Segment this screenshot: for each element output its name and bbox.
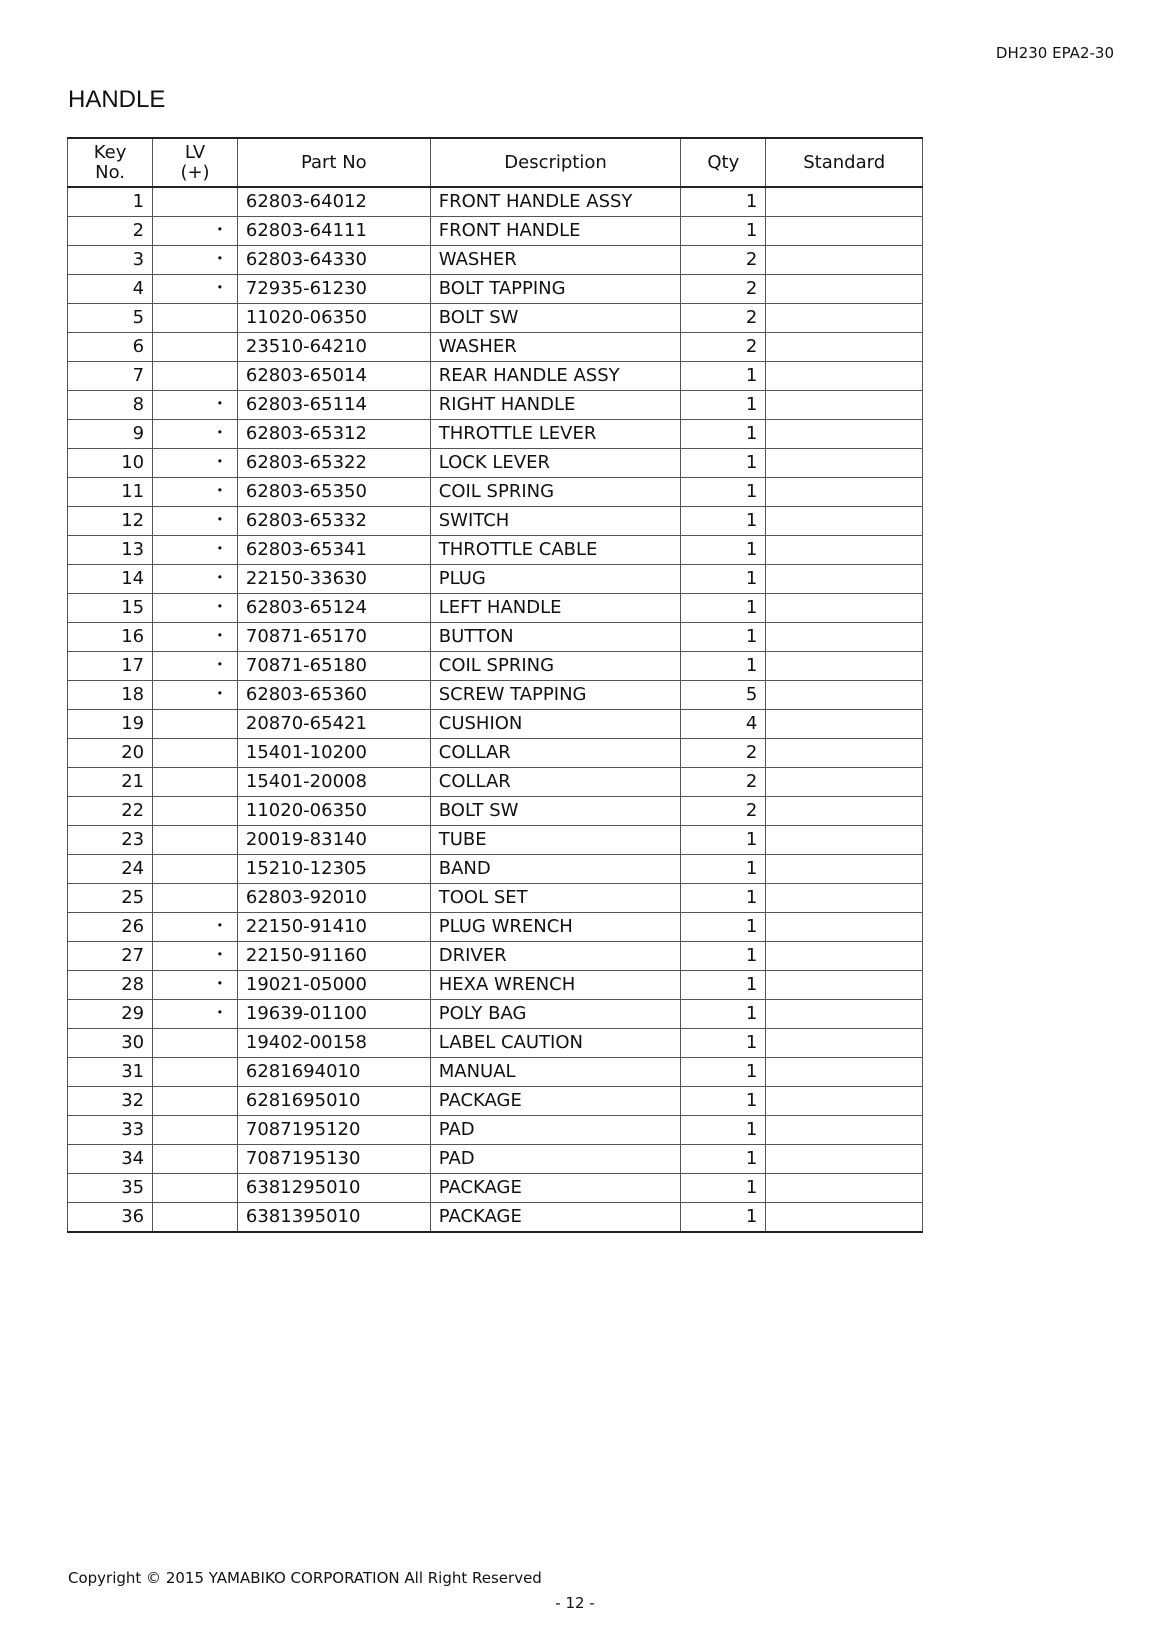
cell-part-no: 62803-65332	[237, 507, 430, 536]
cell-description: THROTTLE LEVER	[430, 420, 681, 449]
cell-description: CUSHION	[430, 710, 681, 739]
cell-standard	[766, 797, 923, 826]
cell-description: TUBE	[430, 826, 681, 855]
table-row	[68, 1203, 923, 1233]
cell-standard	[766, 536, 923, 565]
cell-qty: 1	[681, 623, 766, 652]
cell-standard	[766, 1029, 923, 1058]
cell-lv	[153, 1029, 238, 1058]
cell-lv	[153, 826, 238, 855]
column-header-lv	[153, 138, 238, 187]
cell-key-no: 1	[68, 187, 153, 217]
cell-qty: 2	[681, 739, 766, 768]
cell-description: COLLAR	[430, 768, 681, 797]
cell-standard	[766, 710, 923, 739]
cell-standard	[766, 420, 923, 449]
cell-standard	[766, 1116, 923, 1145]
cell-key-no: 2	[68, 217, 153, 246]
cell-standard	[766, 1174, 923, 1203]
cell-qty: 4	[681, 710, 766, 739]
cell-key-no: 15	[68, 594, 153, 623]
cell-lv	[153, 739, 238, 768]
cell-key-no: 9	[68, 420, 153, 449]
cell-standard	[766, 507, 923, 536]
cell-lv: ・	[153, 217, 238, 246]
cell-description: PLUG WRENCH	[430, 913, 681, 942]
cell-qty: 1	[681, 391, 766, 420]
cell-lv: ・	[153, 913, 238, 942]
cell-lv: ・	[153, 623, 238, 652]
cell-lv	[153, 710, 238, 739]
cell-key-no: 6	[68, 333, 153, 362]
cell-lv	[153, 187, 238, 217]
table-row	[68, 391, 923, 420]
cell-part-no: 7087195130	[237, 1145, 430, 1174]
cell-key-no: 3	[68, 246, 153, 275]
cell-part-no: 22150-91160	[237, 942, 430, 971]
cell-key-no: 18	[68, 681, 153, 710]
column-header-lv-line1: LV	[184, 141, 206, 163]
cell-part-no: 62803-65312	[237, 420, 430, 449]
cell-part-no: 15401-10200	[237, 739, 430, 768]
cell-lv: ・	[153, 942, 238, 971]
cell-qty: 1	[681, 536, 766, 565]
cell-standard	[766, 652, 923, 681]
column-header-lv-line2: (+)	[180, 161, 210, 183]
cell-description: FRONT HANDLE	[430, 217, 681, 246]
cell-description: COIL SPRING	[430, 652, 681, 681]
cell-standard	[766, 478, 923, 507]
cell-qty: 1	[681, 362, 766, 391]
cell-qty: 1	[681, 1203, 766, 1233]
table-row	[68, 1145, 923, 1174]
table-row	[68, 1000, 923, 1029]
table-row	[68, 826, 923, 855]
table-row	[68, 971, 923, 1000]
table-header-row	[68, 138, 923, 187]
cell-part-no: 62803-64330	[237, 246, 430, 275]
cell-qty: 1	[681, 1174, 766, 1203]
cell-lv	[153, 333, 238, 362]
table-row	[68, 739, 923, 768]
cell-key-no: 35	[68, 1174, 153, 1203]
table-row	[68, 1058, 923, 1087]
cell-description: BOLT SW	[430, 304, 681, 333]
cell-description: BUTTON	[430, 623, 681, 652]
cell-standard	[766, 594, 923, 623]
section-title: HANDLE	[68, 86, 166, 113]
cell-description: SWITCH	[430, 507, 681, 536]
cell-lv	[153, 797, 238, 826]
table-row	[68, 913, 923, 942]
cell-standard	[766, 739, 923, 768]
cell-key-no: 34	[68, 1145, 153, 1174]
cell-key-no: 4	[68, 275, 153, 304]
table-row	[68, 536, 923, 565]
cell-lv: ・	[153, 507, 238, 536]
cell-standard	[766, 304, 923, 333]
cell-part-no: 19639-01100	[237, 1000, 430, 1029]
table-row	[68, 304, 923, 333]
cell-part-no: 72935-61230	[237, 275, 430, 304]
cell-description: MANUAL	[430, 1058, 681, 1087]
cell-key-no: 17	[68, 652, 153, 681]
cell-standard	[766, 1087, 923, 1116]
cell-description: PACKAGE	[430, 1174, 681, 1203]
cell-key-no: 32	[68, 1087, 153, 1116]
cell-qty: 1	[681, 217, 766, 246]
cell-standard	[766, 565, 923, 594]
cell-qty: 1	[681, 855, 766, 884]
cell-standard	[766, 971, 923, 1000]
cell-part-no: 62803-64111	[237, 217, 430, 246]
cell-standard	[766, 768, 923, 797]
cell-key-no: 13	[68, 536, 153, 565]
cell-description: WASHER	[430, 246, 681, 275]
cell-qty: 2	[681, 797, 766, 826]
column-header-qty: Qty	[681, 138, 766, 187]
table-row	[68, 217, 923, 246]
cell-lv: ・	[153, 478, 238, 507]
cell-lv	[153, 884, 238, 913]
cell-lv: ・	[153, 652, 238, 681]
cell-key-no: 33	[68, 1116, 153, 1145]
table-row	[68, 449, 923, 478]
cell-part-no: 62803-65014	[237, 362, 430, 391]
cell-part-no: 20019-83140	[237, 826, 430, 855]
cell-standard	[766, 681, 923, 710]
cell-lv	[153, 1145, 238, 1174]
cell-qty: 1	[681, 1000, 766, 1029]
cell-lv	[153, 362, 238, 391]
page-number: - 12 -	[555, 1594, 595, 1612]
cell-description: COIL SPRING	[430, 478, 681, 507]
cell-qty: 1	[681, 594, 766, 623]
cell-part-no: 6281695010	[237, 1087, 430, 1116]
cell-part-no: 62803-65360	[237, 681, 430, 710]
cell-part-no: 62803-65322	[237, 449, 430, 478]
cell-lv	[153, 1087, 238, 1116]
cell-lv	[153, 1058, 238, 1087]
cell-lv: ・	[153, 681, 238, 710]
table-row	[68, 942, 923, 971]
cell-description: POLY BAG	[430, 1000, 681, 1029]
cell-key-no: 8	[68, 391, 153, 420]
cell-description: THROTTLE CABLE	[430, 536, 681, 565]
cell-part-no: 7087195120	[237, 1116, 430, 1145]
table-row	[68, 594, 923, 623]
cell-qty: 1	[681, 884, 766, 913]
cell-lv: ・	[153, 536, 238, 565]
cell-part-no: 22150-91410	[237, 913, 430, 942]
cell-part-no: 70871-65180	[237, 652, 430, 681]
cell-qty: 2	[681, 246, 766, 275]
column-header-key-no	[68, 138, 153, 187]
cell-standard	[766, 826, 923, 855]
cell-part-no: 62803-65114	[237, 391, 430, 420]
cell-standard	[766, 275, 923, 304]
cell-lv	[153, 1174, 238, 1203]
cell-lv: ・	[153, 275, 238, 304]
column-header-standard: Standard	[766, 138, 923, 187]
cell-description: FRONT HANDLE ASSY	[430, 187, 681, 217]
cell-description: PACKAGE	[430, 1203, 681, 1233]
cell-description: BOLT SW	[430, 797, 681, 826]
cell-qty: 1	[681, 565, 766, 594]
cell-lv: ・	[153, 391, 238, 420]
cell-lv: ・	[153, 420, 238, 449]
cell-key-no: 23	[68, 826, 153, 855]
cell-key-no: 28	[68, 971, 153, 1000]
table-row	[68, 187, 923, 217]
table-row	[68, 478, 923, 507]
table-row	[68, 768, 923, 797]
table-row	[68, 710, 923, 739]
cell-standard	[766, 449, 923, 478]
cell-standard	[766, 187, 923, 217]
cell-description: COLLAR	[430, 739, 681, 768]
cell-key-no: 22	[68, 797, 153, 826]
cell-key-no: 36	[68, 1203, 153, 1233]
cell-description: PAD	[430, 1145, 681, 1174]
cell-standard	[766, 1203, 923, 1233]
cell-qty: 1	[681, 449, 766, 478]
cell-qty: 1	[681, 1145, 766, 1174]
cell-part-no: 20870-65421	[237, 710, 430, 739]
cell-qty: 1	[681, 420, 766, 449]
cell-key-no: 7	[68, 362, 153, 391]
cell-standard	[766, 913, 923, 942]
cell-standard	[766, 884, 923, 913]
cell-qty: 2	[681, 333, 766, 362]
cell-part-no: 15401-20008	[237, 768, 430, 797]
cell-description: DRIVER	[430, 942, 681, 971]
table-row	[68, 507, 923, 536]
cell-part-no: 22150-33630	[237, 565, 430, 594]
table-row	[68, 652, 923, 681]
cell-lv: ・	[153, 1000, 238, 1029]
cell-lv	[153, 1203, 238, 1233]
cell-part-no: 62803-64012	[237, 187, 430, 217]
cell-part-no: 11020-06350	[237, 304, 430, 333]
cell-key-no: 19	[68, 710, 153, 739]
cell-qty: 1	[681, 971, 766, 1000]
cell-lv: ・	[153, 594, 238, 623]
table-row	[68, 1174, 923, 1203]
table-row	[68, 623, 923, 652]
cell-description: PAD	[430, 1116, 681, 1145]
cell-key-no: 16	[68, 623, 153, 652]
table-row	[68, 565, 923, 594]
table-row	[68, 246, 923, 275]
cell-description: PLUG	[430, 565, 681, 594]
cell-part-no: 15210-12305	[237, 855, 430, 884]
table-row	[68, 333, 923, 362]
cell-standard	[766, 391, 923, 420]
table-row	[68, 855, 923, 884]
cell-key-no: 10	[68, 449, 153, 478]
cell-key-no: 12	[68, 507, 153, 536]
table-row	[68, 362, 923, 391]
cell-standard	[766, 1000, 923, 1029]
cell-qty: 1	[681, 507, 766, 536]
cell-key-no: 11	[68, 478, 153, 507]
cell-part-no: 62803-65124	[237, 594, 430, 623]
cell-key-no: 21	[68, 768, 153, 797]
cell-part-no: 6281694010	[237, 1058, 430, 1087]
cell-key-no: 26	[68, 913, 153, 942]
column-header-description: Description	[430, 138, 681, 187]
table-row	[68, 884, 923, 913]
cell-key-no: 20	[68, 739, 153, 768]
cell-description: REAR HANDLE ASSY	[430, 362, 681, 391]
cell-standard	[766, 623, 923, 652]
cell-qty: 5	[681, 681, 766, 710]
cell-key-no: 5	[68, 304, 153, 333]
cell-description: HEXA WRENCH	[430, 971, 681, 1000]
table-row	[68, 1087, 923, 1116]
table-row	[68, 1029, 923, 1058]
cell-lv: ・	[153, 565, 238, 594]
table-row	[68, 1116, 923, 1145]
column-header-key-line2: No.	[95, 161, 125, 183]
cell-standard	[766, 1145, 923, 1174]
cell-lv: ・	[153, 246, 238, 275]
cell-standard	[766, 333, 923, 362]
parts-table	[67, 137, 923, 1233]
cell-standard	[766, 246, 923, 275]
cell-description: TOOL SET	[430, 884, 681, 913]
cell-qty: 1	[681, 187, 766, 217]
cell-lv	[153, 304, 238, 333]
cell-key-no: 30	[68, 1029, 153, 1058]
table-row	[68, 797, 923, 826]
cell-key-no: 31	[68, 1058, 153, 1087]
cell-part-no: 6381295010	[237, 1174, 430, 1203]
cell-standard	[766, 855, 923, 884]
document-code: DH230 EPA2-30	[995, 44, 1114, 62]
cell-part-no: 6381395010	[237, 1203, 430, 1233]
cell-qty: 2	[681, 275, 766, 304]
cell-qty: 1	[681, 1087, 766, 1116]
cell-description: LEFT HANDLE	[430, 594, 681, 623]
cell-description: LABEL CAUTION	[430, 1029, 681, 1058]
cell-description: WASHER	[430, 333, 681, 362]
cell-part-no: 19402-00158	[237, 1029, 430, 1058]
cell-standard	[766, 942, 923, 971]
column-header-key-line1: Key	[93, 141, 127, 163]
cell-part-no: 62803-65341	[237, 536, 430, 565]
column-header-part-no: Part No	[237, 138, 430, 187]
cell-qty: 2	[681, 304, 766, 333]
cell-key-no: 25	[68, 884, 153, 913]
cell-qty: 1	[681, 1116, 766, 1145]
cell-description: SCREW TAPPING	[430, 681, 681, 710]
cell-part-no: 23510-64210	[237, 333, 430, 362]
cell-qty: 1	[681, 478, 766, 507]
cell-lv	[153, 1116, 238, 1145]
cell-standard	[766, 1058, 923, 1087]
cell-part-no: 62803-92010	[237, 884, 430, 913]
cell-key-no: 29	[68, 1000, 153, 1029]
cell-part-no: 62803-65350	[237, 478, 430, 507]
cell-description: RIGHT HANDLE	[430, 391, 681, 420]
cell-lv: ・	[153, 449, 238, 478]
cell-description: BAND	[430, 855, 681, 884]
cell-standard	[766, 217, 923, 246]
cell-qty: 2	[681, 768, 766, 797]
copyright-notice: Copyright © 2015 YAMABIKO CORPORATION All Right Reserved	[68, 1569, 542, 1587]
cell-qty: 1	[681, 913, 766, 942]
cell-description: LOCK LEVER	[430, 449, 681, 478]
table-row	[68, 420, 923, 449]
cell-part-no: 70871-65170	[237, 623, 430, 652]
cell-description: BOLT TAPPING	[430, 275, 681, 304]
table-row	[68, 681, 923, 710]
cell-qty: 1	[681, 1029, 766, 1058]
cell-part-no: 11020-06350	[237, 797, 430, 826]
cell-lv	[153, 855, 238, 884]
cell-qty: 1	[681, 826, 766, 855]
cell-key-no: 14	[68, 565, 153, 594]
table-row	[68, 275, 923, 304]
cell-lv: ・	[153, 971, 238, 1000]
cell-key-no: 27	[68, 942, 153, 971]
cell-standard	[766, 362, 923, 391]
cell-qty: 1	[681, 942, 766, 971]
cell-qty: 1	[681, 1058, 766, 1087]
cell-qty: 1	[681, 652, 766, 681]
parts-table-body	[68, 187, 923, 1232]
cell-lv	[153, 768, 238, 797]
cell-part-no: 19021-05000	[237, 971, 430, 1000]
cell-description: PACKAGE	[430, 1087, 681, 1116]
cell-key-no: 24	[68, 855, 153, 884]
